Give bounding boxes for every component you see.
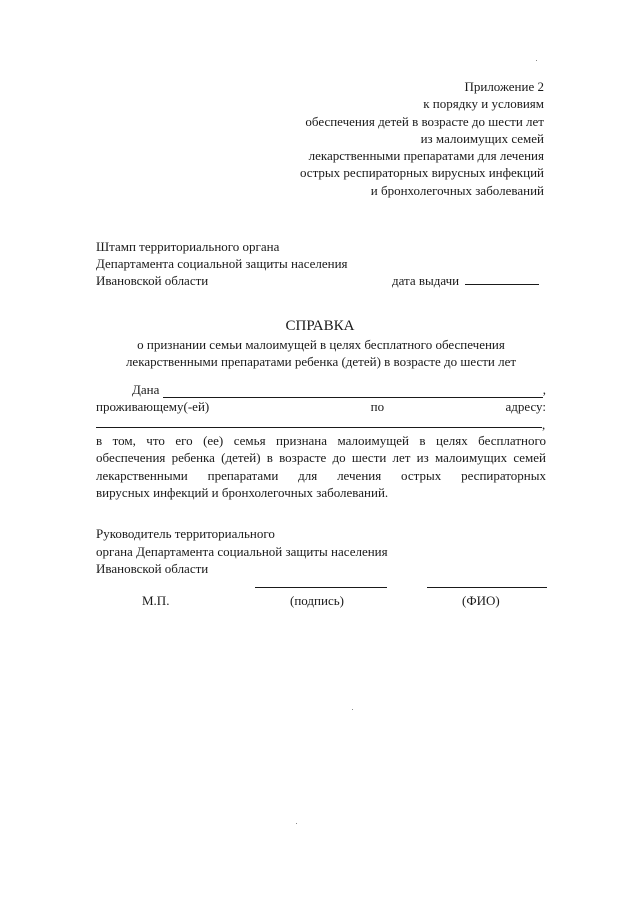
residing-label: проживающему(-ей) <box>96 399 210 414</box>
appendix-line: Приложение 2 <box>464 79 544 94</box>
name-blank <box>427 587 547 588</box>
subtitle-line: лекарственными препаратами ребенка (детей) в возрасте до шести лет <box>125 354 517 369</box>
appendix-line: обеспечения детей в возрасте до шести лет <box>305 113 544 129</box>
signer-block <box>96 525 388 578</box>
document-subtitle <box>96 336 546 370</box>
by-label: по <box>370 399 385 414</box>
appendix-header <box>244 78 544 199</box>
body-line: лекарственными препаратами для лечения острых респираторных <box>96 467 546 483</box>
stamp-line: Департамента социальной защиты населения <box>96 256 348 271</box>
issue-date-blank <box>465 273 539 285</box>
issue-date-label: дата выдачи <box>392 273 460 288</box>
given-to-blank <box>163 385 542 398</box>
body-line: в том, что его (ее) семья признана малоимущей в целях бесплатного <box>96 433 546 448</box>
subtitle-line: о признании семьи малоимущей в целях бесплатного обеспечения <box>137 337 505 352</box>
signer-line: Ивановской области <box>96 561 209 576</box>
address-row <box>96 398 546 415</box>
document-title: СПРАВКА <box>285 318 355 334</box>
signer-line: Руководитель территориального <box>96 526 275 541</box>
address-label: адресу: <box>505 399 546 414</box>
appendix-line: острых респираторных вирусных инфекций <box>299 165 544 181</box>
stamp-block <box>96 238 348 289</box>
scan-speck <box>536 60 537 61</box>
certificate-body <box>96 432 546 501</box>
body-line: обеспечения ребенка (детей) в возрасте до шести лет из малоимущих семей <box>96 450 546 466</box>
scan-speck <box>296 823 297 824</box>
appendix-line: и бронхолегочных заболеваний <box>370 182 544 198</box>
stamp-line: Штамп территориального органа <box>96 239 280 254</box>
seal-label: М.П. <box>142 593 170 608</box>
given-to-row <box>132 381 546 398</box>
signature-blank <box>255 587 387 588</box>
signer-line: органа Департамента социальной защиты населения <box>96 543 388 559</box>
address-comma: , <box>542 417 546 432</box>
given-comma: , <box>542 382 546 397</box>
issue-date-field <box>392 272 539 289</box>
appendix-line: лекарственными препаратами для лечения <box>308 148 544 164</box>
scan-speck <box>352 709 353 710</box>
given-label: Дана <box>132 382 160 397</box>
appendix-line: из малоимущих семей <box>420 130 544 146</box>
appendix-line: к порядку и условиям <box>423 96 544 112</box>
stamp-line: Ивановской области <box>96 273 209 288</box>
signature-caption: (подпись) <box>290 593 344 608</box>
body-line: вирусных инфекций и бронхолегочных заболеваний. <box>96 484 389 500</box>
name-caption: (ФИО) <box>462 593 500 608</box>
address-blank <box>96 427 542 428</box>
